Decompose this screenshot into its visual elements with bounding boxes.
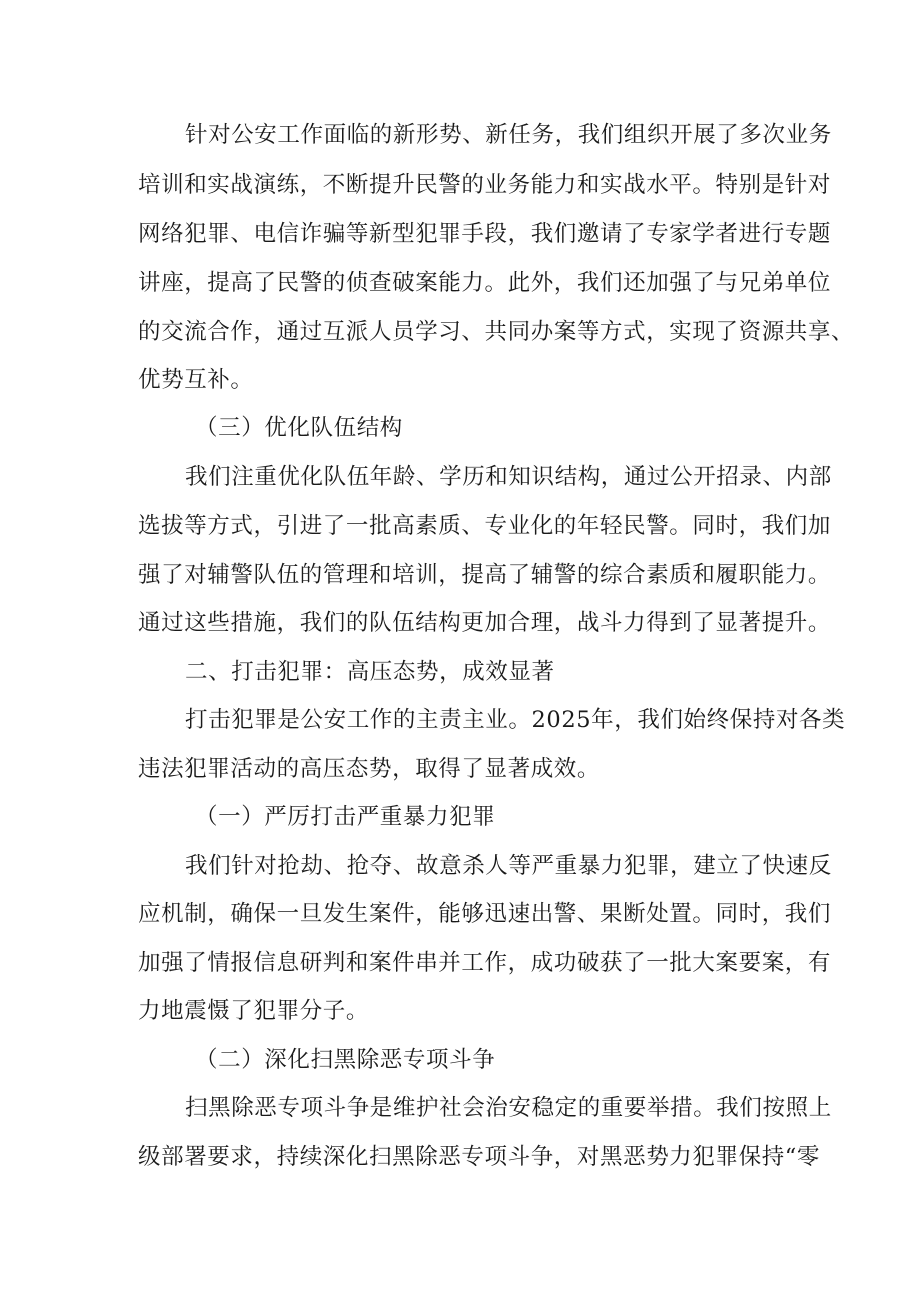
paragraph-line: 级部署要求，持续深化扫黑除恶专项斗争，对黑恶势力犯罪保持“零 <box>138 1144 821 1170</box>
section-heading: （三）优化队伍结构 <box>195 415 403 441</box>
paragraph-line: 的交流合作，通过互派人员学习、共同办案等方式，实现了资源共享、 <box>138 319 855 345</box>
paragraph-line: 网络犯罪、电信诈骗等新型犯罪手段，我们邀请了专家学者进行专题 <box>138 221 832 247</box>
paragraph-line: 我们注重优化队伍年龄、学历和知识结构，通过公开招录、内部 <box>185 464 832 490</box>
paragraph-line: 加强了情报信息研判和案件串并工作，成功破获了一批大案要案，有 <box>138 950 832 976</box>
paragraph-line: 通过这些措施，我们的队伍结构更加合理，战斗力得到了显著提升。 <box>138 610 832 636</box>
paragraph-line: 扫黑除恶专项斗争是维护社会治安稳定的重要举措。我们按照上 <box>185 1095 832 1121</box>
paragraph-line: 打击犯罪是公安工作的主责主业。2025年，我们始终保持对各类 <box>185 707 846 733</box>
paragraph-line: 力地震慑了犯罪分子。 <box>138 998 370 1024</box>
paragraph-line: 我们针对抢劫、抢夺、故意杀人等严重暴力犯罪，建立了快速反 <box>185 853 832 879</box>
paragraph-line: 强了对辅警队伍的管理和培训，提高了辅警的综合素质和履职能力。 <box>138 562 832 588</box>
paragraph-line: 针对公安工作面临的新形势、新任务，我们组织开展了多次业务 <box>185 122 832 148</box>
section-heading: 二、打击犯罪：高压态势，成效显著 <box>185 659 555 685</box>
paragraph-line: 选拔等方式，引进了一批高素质、专业化的年轻民警。同时，我们加 <box>138 513 832 539</box>
paragraph-line: 违法犯罪活动的高压态势，取得了显著成效。 <box>138 756 601 782</box>
paragraph-line: 讲座，提高了民警的侦查破案能力。此外，我们还加强了与兄弟单位 <box>138 270 832 296</box>
paragraph-line: 应机制，确保一旦发生案件，能够迅速出警、果断处置。同时，我们 <box>138 901 832 927</box>
paragraph-line: 优势互补。 <box>138 367 254 393</box>
section-heading: （一）严厉打击严重暴力犯罪 <box>195 804 496 830</box>
section-heading: （二）深化扫黑除恶专项斗争 <box>195 1047 496 1073</box>
paragraph-line: 培训和实战演练，不断提升民警的业务能力和实战水平。特别是针对 <box>138 172 832 198</box>
